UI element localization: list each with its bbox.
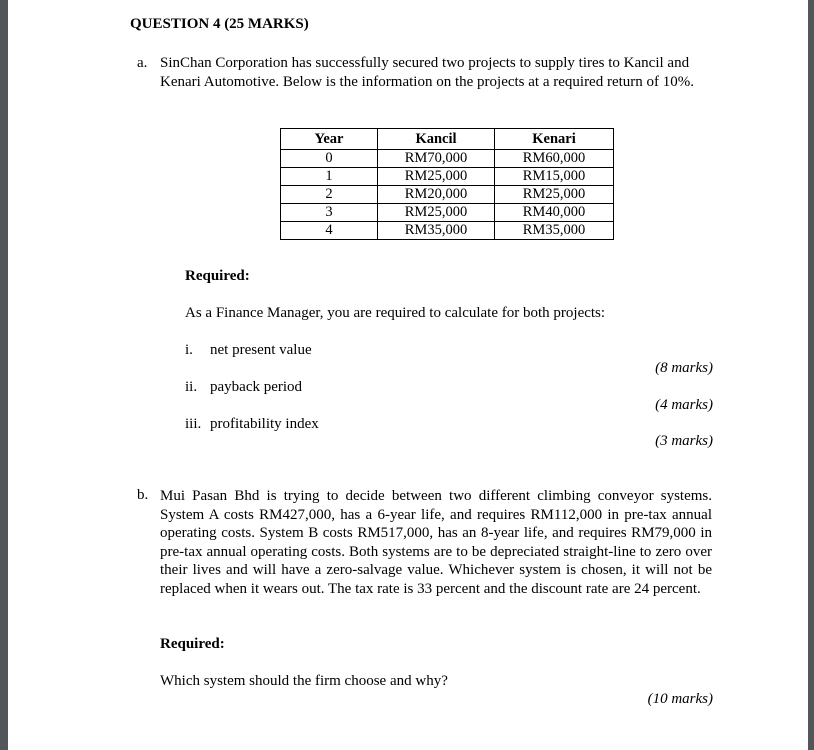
table-cell: 0 [281, 150, 378, 168]
table-row [281, 186, 614, 204]
table-cell: RM15,000 [495, 168, 614, 186]
table-header-kenari: Kenari [495, 129, 614, 150]
table-cell: RM60,000 [495, 150, 614, 168]
part-b-required-label: Required: [160, 636, 225, 652]
item-payback-text: payback period [210, 379, 303, 395]
table-cell: RM20,000 [378, 186, 495, 204]
part-a-label: a. [137, 55, 148, 71]
table-cell: RM70,000 [378, 150, 495, 168]
item-npv-text: net present value [210, 342, 312, 358]
table-cell: RM35,000 [378, 222, 495, 240]
table-cell: 4 [281, 222, 378, 240]
table-row [281, 204, 614, 222]
item-npv-marks: (8 marks) [655, 360, 713, 376]
table-row [281, 222, 614, 240]
item-pi-text: profitability index [210, 416, 319, 432]
item-pi-number: iii. [185, 416, 202, 432]
cash-flow-table [280, 128, 614, 240]
table-header-row [281, 129, 614, 150]
table-row [281, 168, 614, 186]
table-cell: RM35,000 [495, 222, 614, 240]
part-b-text: Mui Pasan Bhd is trying to decide between two different climbing conveyor systems. System A costs RM427,000, has a 6-year life, and requires RM112,000 in pre-tax annual operating costs. System B costs RM517,000, has an 8-year life, and requires RM79,000 in pre-tax annual operating costs. Both systems are to be depreciated straight-line to zero over their lives and will have a zero-salvage value. Whichever system is chosen, it will not be replaced when it wears out. The tax rate is 33 percent and the discount rate are 24 percent. [160, 488, 712, 597]
question-heading: QUESTION 4 (25 MARKS) [130, 16, 309, 32]
table-header-kancil: Kancil [378, 129, 495, 150]
table-cell: 1 [281, 168, 378, 186]
table-cell: 2 [281, 186, 378, 204]
part-a-text: SinChan Corporation has successfully secured two projects to supply tires to Kancil and Kenari Automotive. Below is the information on the projects at a required return of 10%. [160, 55, 695, 90]
document-page [8, 0, 808, 750]
table-cell: RM25,000 [378, 168, 495, 186]
table-cell: RM25,000 [378, 204, 495, 222]
item-payback-marks: (4 marks) [655, 397, 713, 413]
part-b-label: b. [137, 487, 149, 503]
table-row [281, 150, 614, 168]
part-a-instruction: As a Finance Manager, you are required to calculate for both projects: [185, 305, 606, 321]
table-cell: RM40,000 [495, 204, 614, 222]
table-cell: 3 [281, 204, 378, 222]
part-b-question: Which system should the firm choose and why? [160, 673, 448, 689]
table-header-year: Year [281, 129, 378, 150]
item-npv-number: i. [185, 342, 193, 358]
item-pi-marks: (3 marks) [655, 433, 713, 449]
part-a-required-label: Required: [185, 268, 250, 284]
part-b-marks: (10 marks) [647, 691, 713, 707]
item-payback-number: ii. [185, 379, 198, 395]
table-cell: RM25,000 [495, 186, 614, 204]
